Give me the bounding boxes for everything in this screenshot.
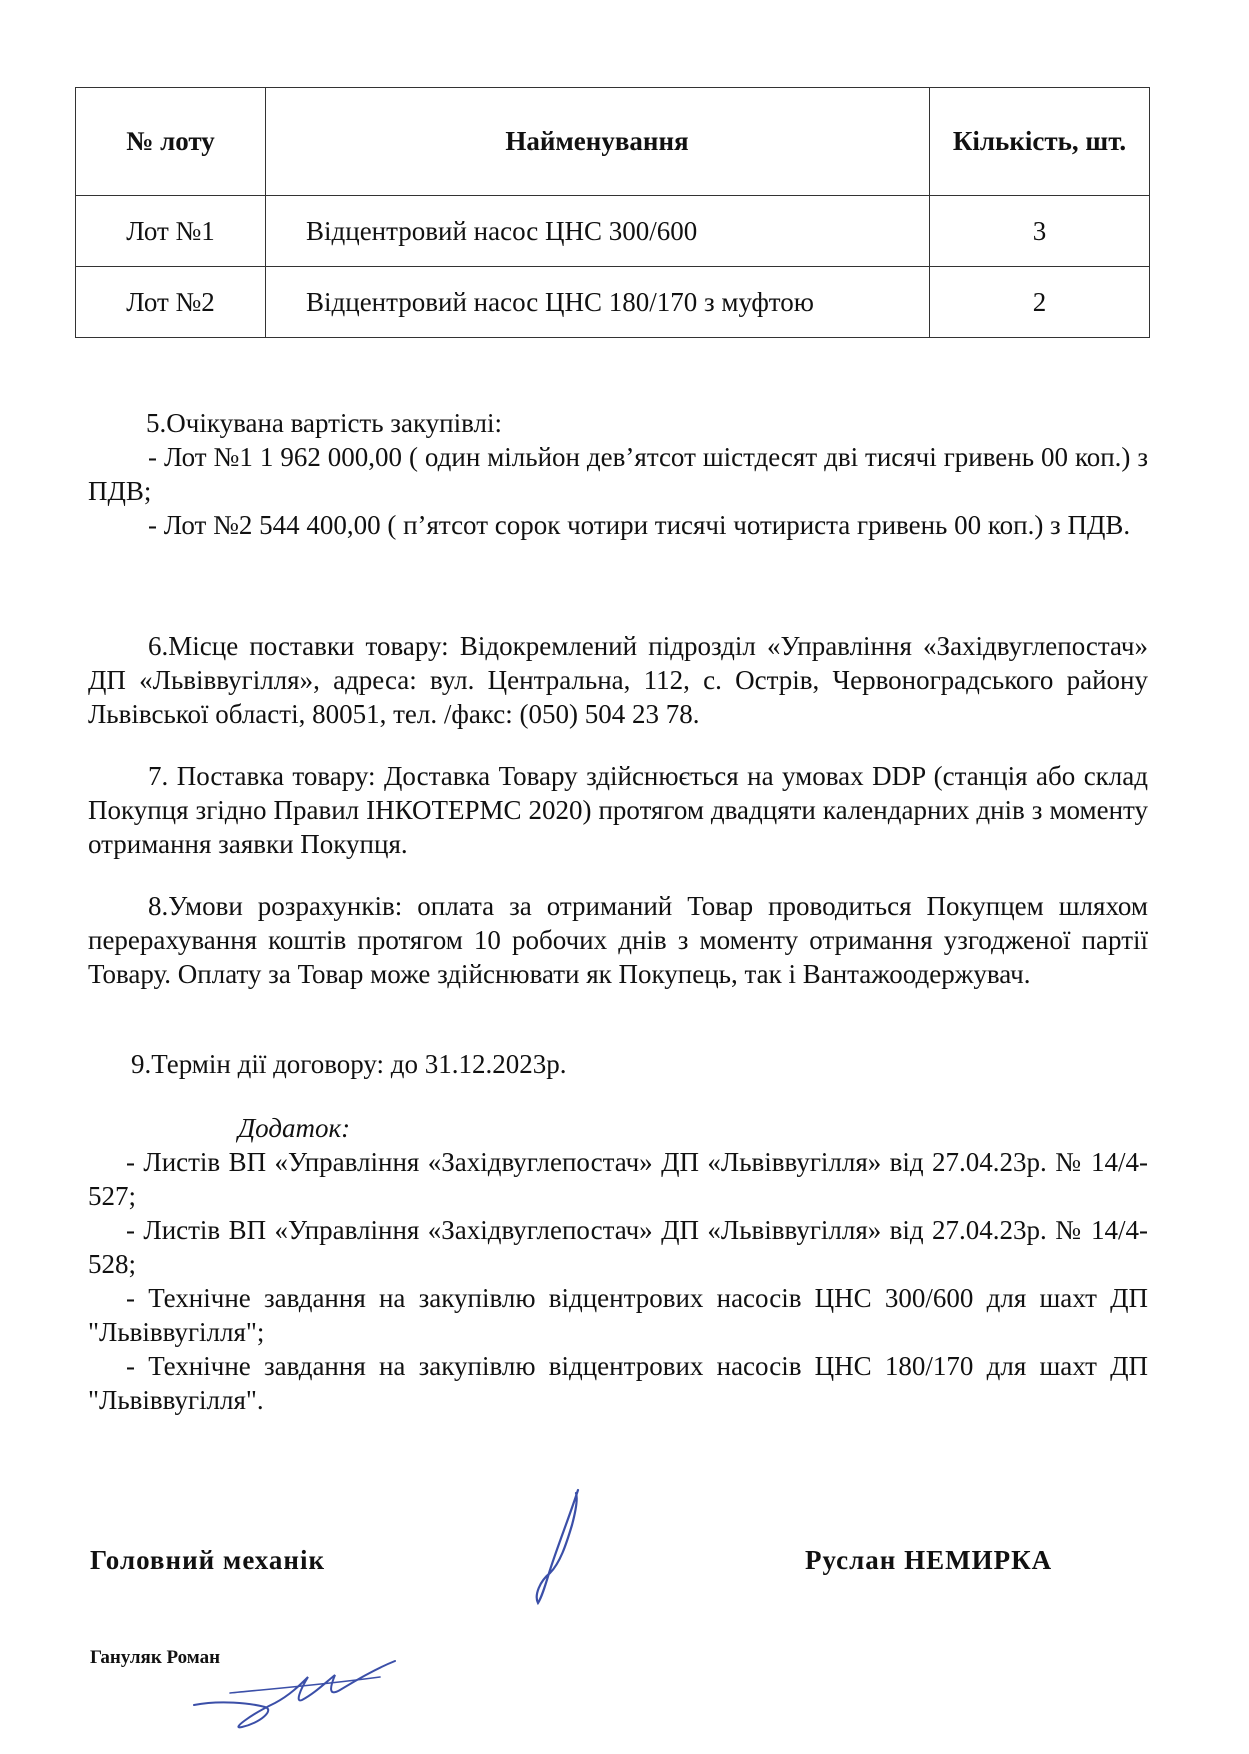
section-5 (88, 406, 1148, 542)
header-name: Найменування (266, 88, 930, 196)
appendix-title: Додаток: (238, 1113, 351, 1143)
section-5-lot1: - Лот №1 1 962 000,00 ( один мільйон дев’ятсот шістдесят дві тисячі гривень 00 коп.) з ПДВ; (88, 442, 1148, 506)
executor-name: Гануляк Роман (90, 1647, 221, 1668)
section-8: 8.Умови розрахунків: оплата за отриманий Товар проводиться Покупцем шляхом перерахування коштів протягом 10 робочих днів з моменту отримання узгодженої партії Товару. Оплату за Товар може здійснювати як Покупець, так і Вантажоодержувач. (88, 891, 1148, 989)
header-quantity: Кількість, шт. (930, 88, 1150, 196)
appendix-item: - Листів ВП «Управління «Західвуглепостач» ДП «Львіввугілля» від 27.04.23р. № 14/4-527; (88, 1147, 1148, 1211)
table-row (76, 267, 1150, 338)
section-5-lot2: - Лот №2 544 400,00 ( п’ятсот сорок чотири тисячі чотириста гривень 00 коп.) з ПДВ. (148, 510, 1131, 540)
quantity-cell: 2 (930, 267, 1150, 338)
table-header-row (76, 88, 1150, 196)
lots-table (75, 87, 1150, 338)
lot-cell: Лот №1 (76, 196, 266, 267)
table-row (76, 196, 1150, 267)
appendix (88, 1111, 1148, 1417)
appendix-item: - Технічне завдання на закупівлю відцентрових насосів ЦНС 180/170 для шахт ДП "Львіввугілля". (88, 1351, 1148, 1415)
header-lot-number: № лоту (76, 88, 266, 196)
quantity-cell: 3 (930, 196, 1150, 267)
appendix-item: - Листів ВП «Управління «Західвуглепостач» ДП «Львіввугілля» від 27.04.23р. № 14/4-528; (88, 1215, 1148, 1279)
section-6: 6.Місце поставки товару: Відокремлений підрозділ «Управління «Західвуглепостач» ДП «Львіввугілля», адреса: вул. Центральна, 112, с. Острів, Червоноградського району Львівської області, 80051, тел. /факс: (050) 504 23 78. (88, 631, 1148, 729)
section-9: 9.Термін дії договору: до 31.12.2023р. (131, 1049, 567, 1079)
handwritten-signature (520, 1485, 600, 1610)
lot-cell: Лот №2 (76, 267, 266, 338)
name-cell: Відцентровий насос ЦНС 300/600 (266, 196, 930, 267)
section-5-title: 5.Очікувана вартість закупівлі: (146, 408, 502, 438)
executor-signature (190, 1655, 400, 1735)
signatory-name: Руслан НЕМИРКА (805, 1545, 1053, 1575)
name-cell: Відцентровий насос ЦНС 180/170 з муфтою (266, 267, 930, 338)
section-7: 7. Поставка товару: Доставка Товару здійснюється на умовах DDP (станція або склад Покупця згідно Правил ІНКОТЕРМС 2020) протягом двадцяти календарних днів з моменту отримання заявки Покупця. (88, 761, 1148, 859)
signatory-position: Головний механік (90, 1545, 326, 1575)
appendix-item: - Технічне завдання на закупівлю відцентрових насосів ЦНС 300/600 для шахт ДП "Львіввугілля"; (88, 1283, 1148, 1347)
